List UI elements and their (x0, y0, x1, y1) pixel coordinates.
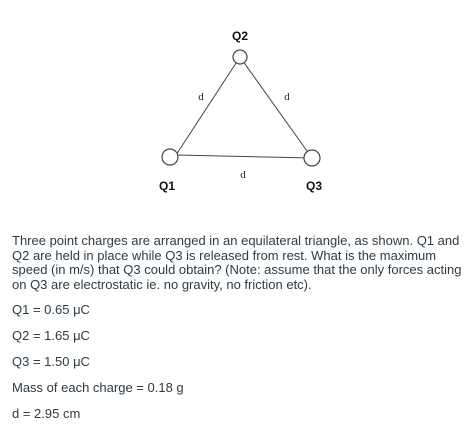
charge-q3-label: Q3 (305, 179, 323, 193)
charge-q3-node (304, 150, 320, 166)
given-q3: Q3 = 1.50 μC (12, 354, 90, 369)
given-distance: d = 2.95 cm (12, 406, 81, 421)
charge-q2-node (233, 50, 247, 64)
charge-q1-node (162, 149, 178, 165)
charge-q1-label: Q1 (158, 179, 176, 193)
charge-q2-label: Q2 (231, 29, 249, 43)
side-q1-q2 (176, 57, 240, 155)
side-label-left: d (198, 91, 204, 103)
given-q1: Q1 = 0.65 μC (12, 302, 90, 317)
side-label-bottom: d (240, 169, 246, 181)
side-q2-q3 (240, 57, 312, 158)
given-mass: Mass of each charge = 0.18 g (12, 380, 184, 395)
given-q2: Q2 = 1.65 μC (12, 328, 90, 343)
side-q1-q3 (176, 155, 312, 158)
problem-statement: Three point charges are arranged in an equilateral triangle, as shown. Q1 and Q2 are held in place while Q3 is released from rest. What is the maximum speed (in m/s) that Q3 could obtain? (Note: assume that the only forces acting on Q3 are electrostatic ie. no gravity, no friction etc). (12, 233, 462, 292)
side-label-right: d (284, 91, 290, 103)
